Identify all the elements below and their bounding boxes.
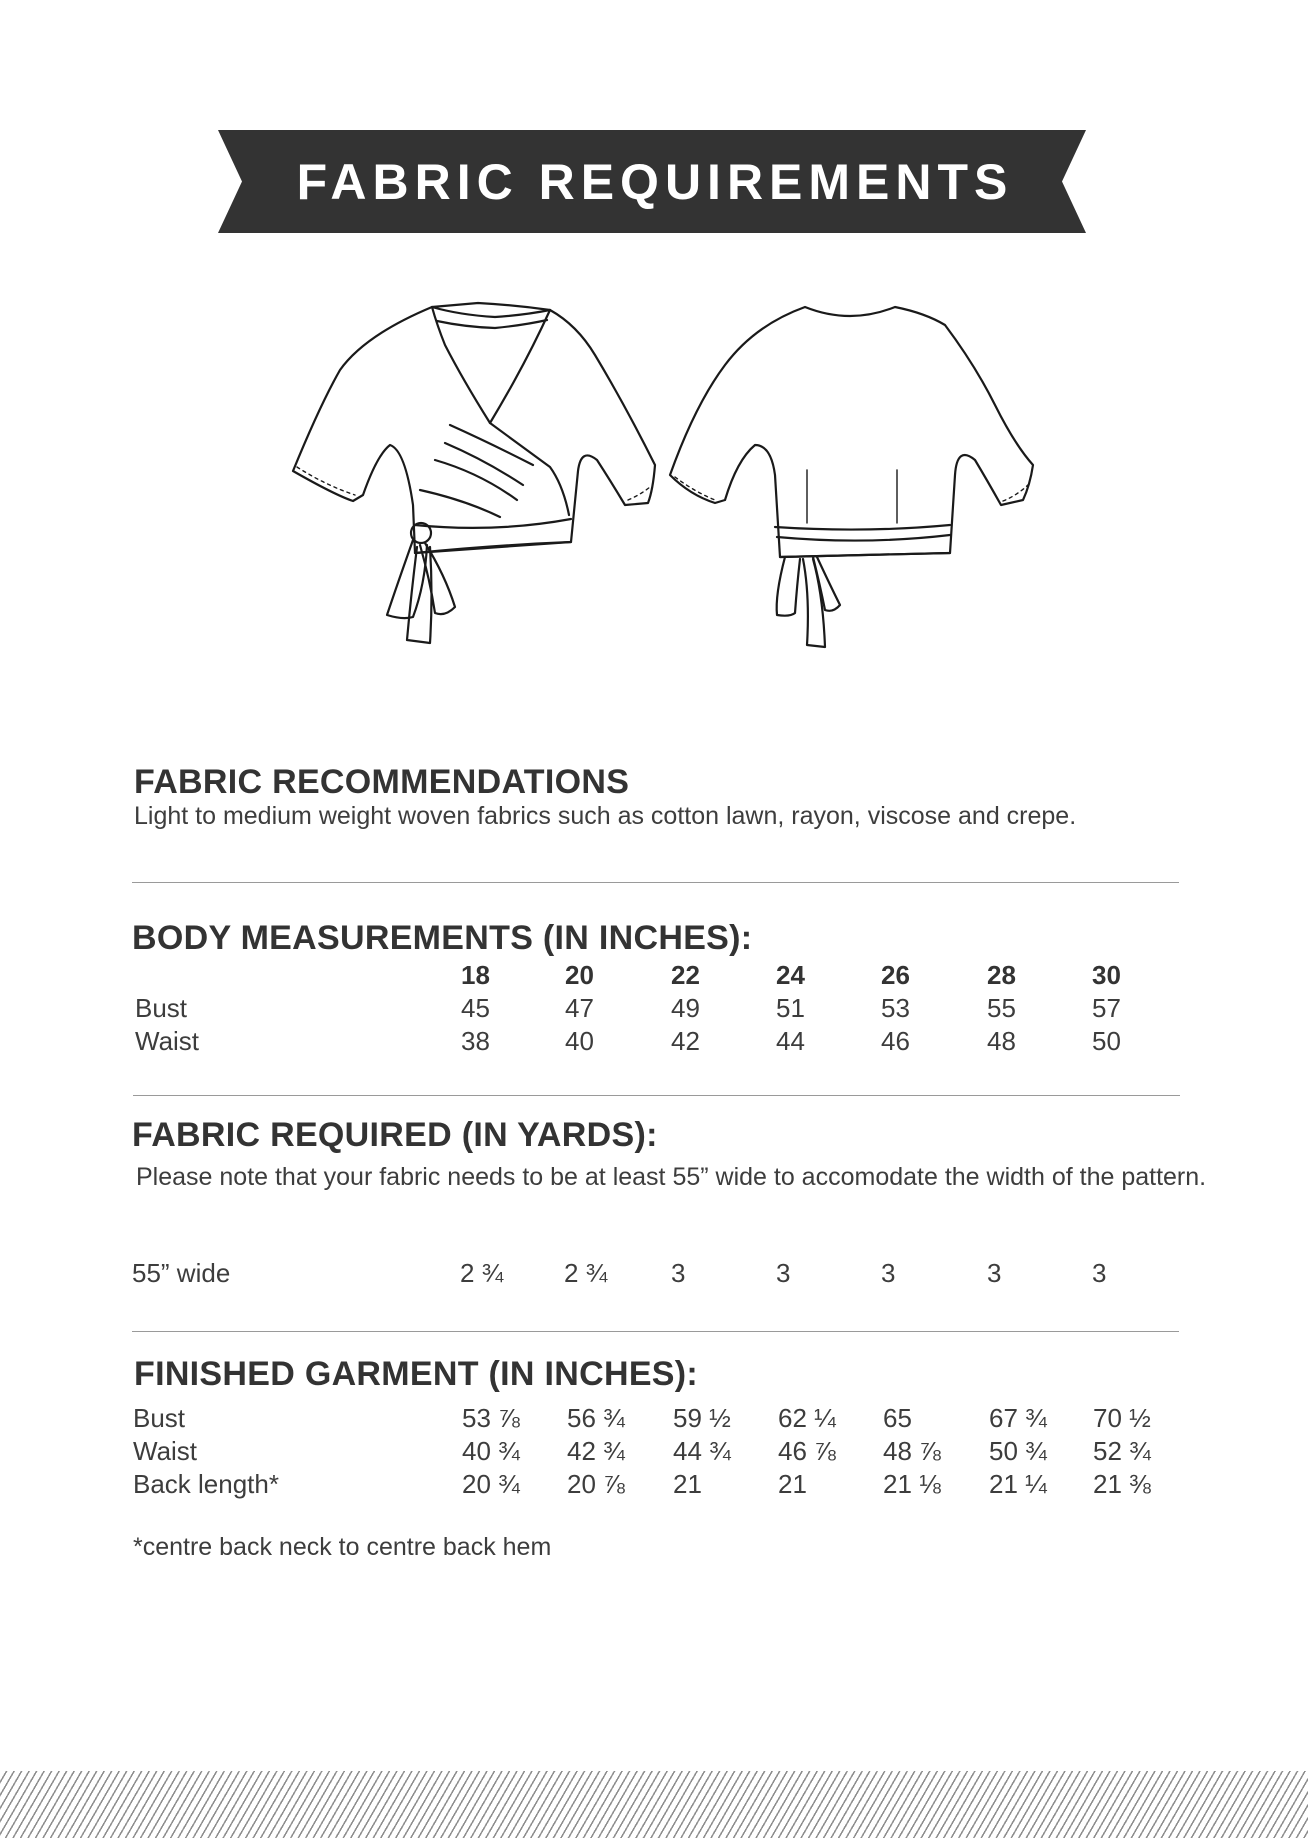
table-cell: 51 bbox=[776, 993, 805, 1023]
table-cell: 2 ¾ bbox=[460, 1258, 504, 1288]
size-header: 18 bbox=[461, 960, 490, 990]
table-cell: 42 ¾ bbox=[567, 1436, 625, 1466]
divider bbox=[133, 1095, 1180, 1096]
title-banner bbox=[218, 130, 1086, 233]
table-cell: 57 bbox=[1092, 993, 1121, 1023]
table-cell: 40 ¾ bbox=[462, 1436, 520, 1466]
table-cell: 42 bbox=[671, 1026, 700, 1056]
table-cell: 55 bbox=[987, 993, 1016, 1023]
finished-garment-heading: FINISHED GARMENT (IN INCHES): bbox=[134, 1355, 699, 1393]
table-cell: 3 bbox=[671, 1258, 686, 1288]
table-cell: 67 ¾ bbox=[989, 1403, 1047, 1433]
table-cell: 50 ¾ bbox=[989, 1436, 1047, 1466]
table-cell: 56 ¾ bbox=[567, 1403, 625, 1433]
row-label: Bust bbox=[133, 1403, 186, 1433]
size-header: 24 bbox=[776, 960, 805, 990]
garment-illustration bbox=[285, 295, 1040, 655]
table-cell: 50 bbox=[1092, 1026, 1121, 1056]
table-cell: 70 ½ bbox=[1093, 1403, 1151, 1433]
row-label: Back length* bbox=[133, 1469, 279, 1499]
table-cell: 59 ½ bbox=[673, 1403, 731, 1433]
table-cell: 20 ⅞ bbox=[567, 1469, 625, 1499]
fabric-required-heading: FABRIC REQUIRED (IN YARDS): bbox=[132, 1116, 658, 1154]
table-cell: 45 bbox=[461, 993, 490, 1023]
table-cell: 49 bbox=[671, 993, 700, 1023]
table-cell: 21 ⅜ bbox=[1093, 1469, 1151, 1499]
table-cell: 2 ¾ bbox=[564, 1258, 608, 1288]
size-header: 28 bbox=[987, 960, 1016, 990]
table-cell: 40 bbox=[565, 1026, 594, 1056]
table-cell: 53 ⅞ bbox=[462, 1403, 520, 1433]
table-cell: 46 ⅞ bbox=[778, 1436, 836, 1466]
recommendations-heading: FABRIC RECOMMENDATIONS bbox=[134, 763, 630, 801]
recommendations-text: Light to medium weight woven fabrics such as cotton lawn, rayon, viscose and crepe. bbox=[134, 802, 1077, 830]
table-cell: 21 ⅛ bbox=[883, 1469, 941, 1499]
striped-footer-border bbox=[0, 1771, 1308, 1838]
table-cell: 3 bbox=[776, 1258, 791, 1288]
size-header: 20 bbox=[565, 960, 594, 990]
page-title: FABRIC REQUIREMENTS bbox=[296, 153, 1014, 210]
table-cell: 52 ¾ bbox=[1093, 1436, 1151, 1466]
table-cell: 20 ¾ bbox=[462, 1469, 520, 1499]
table-cell: 44 ¾ bbox=[673, 1436, 731, 1466]
body-measurements-heading: BODY MEASUREMENTS (IN INCHES): bbox=[132, 919, 753, 957]
table-cell: 48 bbox=[987, 1026, 1016, 1056]
table-cell: 38 bbox=[461, 1026, 490, 1056]
row-label: 55” wide bbox=[132, 1258, 231, 1288]
table-cell: 3 bbox=[987, 1258, 1002, 1288]
back-view-drawing bbox=[670, 307, 1033, 647]
row-label: Bust bbox=[135, 993, 188, 1023]
table-cell: 21 bbox=[673, 1469, 702, 1499]
divider bbox=[132, 882, 1179, 883]
table-cell: 62 ¼ bbox=[778, 1403, 836, 1433]
table-cell: 47 bbox=[565, 993, 594, 1023]
table-cell: 3 bbox=[1092, 1258, 1107, 1288]
table-cell: 21 bbox=[778, 1469, 807, 1499]
size-header: 26 bbox=[881, 960, 910, 990]
fabric-width-note: Please note that your fabric needs to be at least 55” wide to accomodate the width of the pattern. bbox=[136, 1163, 1207, 1191]
front-view-drawing bbox=[293, 303, 655, 643]
size-header: 22 bbox=[671, 960, 700, 990]
table-cell: 44 bbox=[776, 1026, 805, 1056]
footnote: *centre back neck to centre back hem bbox=[133, 1533, 552, 1561]
table-cell: 48 ⅞ bbox=[883, 1436, 941, 1466]
table-cell: 65 bbox=[883, 1403, 912, 1433]
row-label: Waist bbox=[133, 1436, 198, 1466]
table-cell: 3 bbox=[881, 1258, 896, 1288]
table-cell: 21 ¼ bbox=[989, 1469, 1047, 1499]
row-label: Waist bbox=[135, 1026, 200, 1056]
size-header: 30 bbox=[1092, 960, 1121, 990]
table-cell: 53 bbox=[881, 993, 910, 1023]
divider bbox=[132, 1331, 1179, 1332]
table-cell: 46 bbox=[881, 1026, 910, 1056]
